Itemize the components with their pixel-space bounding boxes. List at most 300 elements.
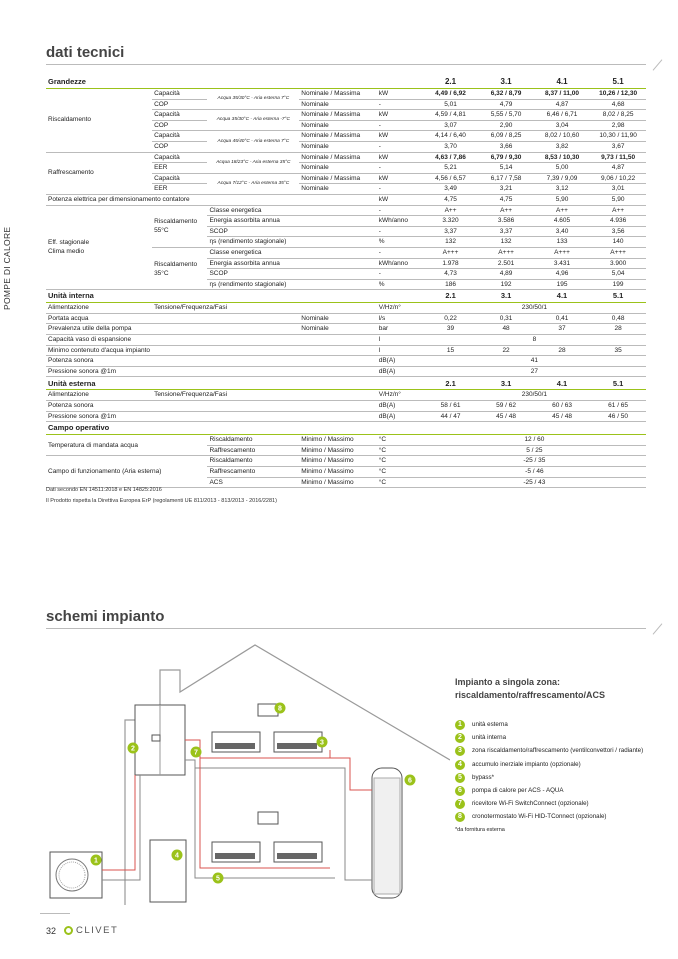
value: 3,21 bbox=[478, 184, 534, 195]
value: 6,46 / 6,71 bbox=[534, 110, 590, 121]
table-row bbox=[46, 152, 646, 163]
value: 4,87 bbox=[590, 163, 646, 174]
legend-item bbox=[455, 733, 655, 742]
value: 3,82 bbox=[534, 141, 590, 152]
value: 22 bbox=[478, 345, 534, 356]
legend-item bbox=[455, 760, 655, 769]
param-sublabel bbox=[152, 335, 299, 346]
param-label: Energia assorbita annua bbox=[207, 216, 376, 227]
svg-text:3: 3 bbox=[320, 739, 324, 747]
param-sublabel: Tensione/Frequenza/Fasi bbox=[152, 390, 377, 401]
seasonal-mode-label: Riscaldamento 55°C bbox=[152, 205, 207, 247]
value: 10,26 / 12,30 bbox=[590, 89, 646, 100]
section-header: Unità esterna bbox=[46, 377, 423, 390]
value: 2,90 bbox=[478, 120, 534, 131]
value: 12 / 60 bbox=[423, 435, 646, 446]
table-row bbox=[46, 411, 646, 422]
unit: °C bbox=[377, 477, 423, 488]
unit: - bbox=[377, 205, 423, 216]
unit: dB(A) bbox=[377, 356, 423, 367]
table-row bbox=[46, 76, 646, 89]
table-row bbox=[46, 345, 646, 356]
param-label: Capacità bbox=[152, 152, 207, 163]
value: 0,31 bbox=[478, 313, 534, 324]
value: 37 bbox=[534, 324, 590, 335]
unit: - bbox=[377, 269, 423, 280]
param-label: COP bbox=[152, 99, 207, 110]
value: 3,56 bbox=[590, 226, 646, 237]
unit: V/Hz/n° bbox=[377, 390, 423, 401]
footer-divider bbox=[40, 913, 70, 914]
table-row bbox=[46, 390, 646, 401]
value: 15 bbox=[423, 345, 479, 356]
legend-number-badge: 2 bbox=[455, 733, 465, 743]
test-condition: Acqua 18/23°C - Aria esterna 35°C bbox=[207, 152, 299, 173]
value: 230/50/1 bbox=[423, 303, 646, 314]
title-divider bbox=[46, 628, 646, 629]
model-header: 4.1 bbox=[534, 76, 590, 89]
type-label: Nominale bbox=[299, 324, 376, 335]
legend-item bbox=[455, 720, 655, 729]
value: 0,41 bbox=[534, 313, 590, 324]
value: 4.936 bbox=[590, 216, 646, 227]
table-row bbox=[46, 401, 646, 412]
value: 3,37 bbox=[478, 226, 534, 237]
param-label: Capacità bbox=[152, 89, 207, 100]
param-label: Pressione sonora @1m bbox=[46, 411, 152, 422]
svg-text:5: 5 bbox=[216, 875, 220, 883]
unit: kW bbox=[377, 194, 423, 205]
test-condition: Acqua 45/40°C - Aria esterna 7°C bbox=[207, 131, 299, 152]
value: 4,79 bbox=[478, 99, 534, 110]
type-label: Nominale bbox=[299, 184, 376, 195]
value: 4,75 bbox=[423, 194, 479, 205]
mode-label: Raffrescamento bbox=[46, 152, 152, 194]
value: 59 / 62 bbox=[478, 401, 534, 412]
unit: V/Hz/n° bbox=[377, 303, 423, 314]
legend-number-badge: 8 bbox=[455, 812, 465, 822]
seasonal-mode-label: Riscaldamento 35°C bbox=[152, 247, 207, 289]
test-condition: Acqua 35/30°C - Aria esterna 7°C bbox=[207, 89, 299, 110]
type-label: Nominale bbox=[299, 163, 376, 174]
mode-label: Riscaldamento bbox=[46, 89, 152, 153]
value: A++ bbox=[534, 205, 590, 216]
legend-number-badge: 5 bbox=[455, 773, 465, 783]
value: 3.431 bbox=[534, 258, 590, 269]
value: 4,14 / 6,40 bbox=[423, 131, 479, 142]
legend-item bbox=[455, 786, 655, 795]
seasonal-label: Eff. stagionale Clima medio bbox=[46, 205, 152, 290]
value: 3,37 bbox=[423, 226, 479, 237]
legend-number-badge: 6 bbox=[455, 786, 465, 796]
value: 3,12 bbox=[534, 184, 590, 195]
value: 3,49 bbox=[423, 184, 479, 195]
unit: °C bbox=[377, 467, 423, 478]
type-label: Nominale / Massima bbox=[299, 173, 376, 184]
legend-item bbox=[455, 812, 655, 821]
model-header: 4.1 bbox=[534, 377, 590, 390]
value: 195 bbox=[534, 279, 590, 290]
table-row bbox=[46, 89, 646, 100]
legend-item bbox=[455, 773, 655, 782]
unit: °C bbox=[377, 435, 423, 446]
value: 3,04 bbox=[534, 120, 590, 131]
table-notes bbox=[46, 485, 277, 507]
param-label: COP bbox=[152, 141, 207, 152]
param-label: Capacità vaso di espansione bbox=[46, 335, 152, 346]
value: 8,02 / 10,60 bbox=[534, 131, 590, 142]
section-header: Campo operativo bbox=[46, 422, 646, 435]
param-label: Minimo contenuto d'acqua impianto bbox=[46, 345, 152, 356]
value: A+++ bbox=[590, 247, 646, 258]
mode-label: ACS bbox=[207, 477, 299, 488]
type-label: Nominale / Massima bbox=[299, 152, 376, 163]
model-header: 2.1 bbox=[423, 377, 479, 390]
legend-item-label: unità interna bbox=[472, 734, 507, 742]
unit: dB(A) bbox=[377, 401, 423, 412]
table-row bbox=[46, 205, 646, 216]
table-row bbox=[46, 435, 646, 446]
param-label: EER bbox=[152, 163, 207, 174]
svg-text:4: 4 bbox=[175, 852, 179, 860]
value: 6,17 / 7,58 bbox=[478, 173, 534, 184]
param-label: Alimentazione bbox=[46, 303, 152, 314]
param-label: SCOP bbox=[207, 269, 376, 280]
type-label: Nominale bbox=[299, 141, 376, 152]
note-standard: Dati secondo EN 14511:2018 e EN 14825:2016 bbox=[46, 487, 162, 493]
value: 2.501 bbox=[478, 258, 534, 269]
table-row bbox=[46, 456, 646, 467]
value: 6,09 / 8,25 bbox=[478, 131, 534, 142]
type-label bbox=[299, 345, 376, 356]
fancoil-group-top bbox=[212, 704, 322, 752]
value: 4.605 bbox=[534, 216, 590, 227]
inertial-tank-icon bbox=[150, 840, 186, 902]
unit: - bbox=[377, 226, 423, 237]
section-title-scheme: schemi impianto bbox=[46, 608, 165, 625]
unit: % bbox=[377, 279, 423, 290]
param-label: Classe energetica bbox=[207, 205, 376, 216]
param-label: Portata acqua bbox=[46, 313, 152, 324]
legend-footnote: *da fornitura esterna bbox=[455, 827, 505, 834]
mode-label: Raffrescamento bbox=[207, 467, 299, 478]
brand-logo-icon bbox=[64, 926, 73, 935]
value: 3,07 bbox=[423, 120, 479, 131]
value: 133 bbox=[534, 237, 590, 248]
scheme-legend bbox=[455, 676, 655, 833]
unit: dB(A) bbox=[377, 411, 423, 422]
value: 5,55 / 5,70 bbox=[478, 110, 534, 121]
type-label: Minimo / Massimo bbox=[299, 467, 376, 478]
value: 44 / 47 bbox=[423, 411, 479, 422]
legend-item-label: zona riscaldamento/raffrescamento (ventilconvettori / radiante) bbox=[472, 747, 644, 755]
unit: kW bbox=[377, 89, 423, 100]
value: 5,90 bbox=[534, 194, 590, 205]
value: A++ bbox=[590, 205, 646, 216]
unit: kW bbox=[377, 152, 423, 163]
value: -5 / 46 bbox=[423, 467, 646, 478]
value: 8,53 / 10,30 bbox=[534, 152, 590, 163]
value: 4,73 bbox=[423, 269, 479, 280]
value: 4,63 / 7,86 bbox=[423, 152, 479, 163]
value: 3,67 bbox=[590, 141, 646, 152]
legend-item-label: ricevitore Wi-Fi SwitchConnect (opzionale) bbox=[472, 800, 589, 808]
table-row bbox=[46, 356, 646, 367]
value: 1.978 bbox=[423, 258, 479, 269]
dhw-heat-pump-icon bbox=[372, 768, 402, 898]
value: 35 bbox=[590, 345, 646, 356]
value: 5,00 bbox=[534, 163, 590, 174]
value: 199 bbox=[590, 279, 646, 290]
type-label: Nominale / Massima bbox=[299, 131, 376, 142]
type-label: Nominale / Massima bbox=[299, 89, 376, 100]
unit: °C bbox=[377, 445, 423, 456]
type-label bbox=[299, 356, 376, 367]
value: 9,73 / 11,50 bbox=[590, 152, 646, 163]
value: A+++ bbox=[423, 247, 479, 258]
model-header: 2.1 bbox=[423, 76, 479, 89]
param-label: Alimentazione bbox=[46, 390, 152, 401]
value: 28 bbox=[534, 345, 590, 356]
unit: % bbox=[377, 237, 423, 248]
value: 3,70 bbox=[423, 141, 479, 152]
value: 5 / 25 bbox=[423, 445, 646, 456]
legend-item-label: unità esterna bbox=[472, 721, 508, 728]
value: 10,30 / 11,90 bbox=[590, 131, 646, 142]
value: 8 bbox=[423, 335, 646, 346]
value: 4,87 bbox=[534, 99, 590, 110]
param-sublabel bbox=[152, 366, 299, 377]
mode-label: Raffrescamento bbox=[207, 445, 299, 456]
legend-item bbox=[455, 799, 655, 808]
value: 186 bbox=[423, 279, 479, 290]
unit: dB(A) bbox=[377, 366, 423, 377]
value: 230/50/1 bbox=[423, 390, 646, 401]
operating-group-label: Temperatura di mandata acqua bbox=[46, 435, 207, 456]
page-number: 32 bbox=[46, 926, 57, 936]
param-label: Pressione sonora @1m bbox=[46, 366, 152, 377]
value: 132 bbox=[478, 237, 534, 248]
param-sublabel bbox=[152, 313, 299, 324]
unit: kW bbox=[377, 131, 423, 142]
type-label: Minimo / Massimo bbox=[299, 435, 376, 446]
type-label: Nominale bbox=[299, 99, 376, 110]
param-label: Capacità bbox=[152, 173, 207, 184]
value: 3.586 bbox=[478, 216, 534, 227]
param-label: ηs (rendimento stagionale) bbox=[207, 237, 376, 248]
legend-number-badge: 4 bbox=[455, 760, 465, 770]
model-header: 5.1 bbox=[590, 290, 646, 303]
table-row bbox=[46, 313, 646, 324]
value: 4,96 bbox=[534, 269, 590, 280]
value: 5,14 bbox=[478, 163, 534, 174]
param-sublabel bbox=[152, 411, 377, 422]
value: A+++ bbox=[478, 247, 534, 258]
model-header: 3.1 bbox=[478, 290, 534, 303]
type-label bbox=[299, 366, 376, 377]
unit: kWh/anno bbox=[377, 258, 423, 269]
value: 6,79 / 9,30 bbox=[478, 152, 534, 163]
param-sublabel bbox=[152, 324, 299, 335]
model-header: 4.1 bbox=[534, 290, 590, 303]
value: 9,06 / 10,22 bbox=[590, 173, 646, 184]
unit: - bbox=[377, 247, 423, 258]
param-label: Potenza sonora bbox=[46, 356, 152, 367]
param-label: Classe energetica bbox=[207, 247, 376, 258]
table-row bbox=[46, 303, 646, 314]
sizes-header: Grandezze bbox=[46, 76, 423, 89]
unit: l/s bbox=[377, 313, 423, 324]
svg-text:7: 7 bbox=[194, 749, 198, 757]
value: 132 bbox=[423, 237, 479, 248]
side-category-label: POMPE DI CALORE bbox=[2, 226, 12, 310]
operating-group-label: Campo di funzionamento (Aria esterna) bbox=[46, 456, 207, 488]
param-label: Energia assorbita annua bbox=[207, 258, 376, 269]
indoor-unit-icon bbox=[135, 705, 185, 775]
value: 45 / 48 bbox=[534, 411, 590, 422]
note-erp: Il Prodotto rispetta la Direttiva Europea ErP (regolamenti UE 811/2013 - 813/2013 - 2016/2281) bbox=[46, 498, 277, 504]
legend-item-label: cronotermostato Wi-Fi HID-TConnect (opzionale) bbox=[472, 813, 607, 821]
legend-item-label: pompa di calore per ACS - AQUA bbox=[472, 786, 564, 794]
value: 45 / 48 bbox=[478, 411, 534, 422]
legend-item-label: accumulo inerziale impianto (opzionale) bbox=[472, 760, 581, 768]
value: 4,68 bbox=[590, 99, 646, 110]
value: 8,02 / 8,25 bbox=[590, 110, 646, 121]
value: 3,01 bbox=[590, 184, 646, 195]
value: 2,98 bbox=[590, 120, 646, 131]
test-condition: Acqua 35/30°C - Aria esterna -7°C bbox=[207, 110, 299, 131]
unit: °C bbox=[377, 456, 423, 467]
value: 5,04 bbox=[590, 269, 646, 280]
value: 8,37 / 11,00 bbox=[534, 89, 590, 100]
type-label: Minimo / Massimo bbox=[299, 477, 376, 488]
svg-text:6: 6 bbox=[408, 777, 412, 785]
mode-label: Riscaldamento bbox=[207, 435, 299, 446]
mode-label: Riscaldamento bbox=[207, 456, 299, 467]
value: 48 bbox=[478, 324, 534, 335]
table-row bbox=[46, 335, 646, 346]
value: A++ bbox=[423, 205, 479, 216]
table-row bbox=[46, 377, 646, 390]
type-label: Minimo / Massimo bbox=[299, 445, 376, 456]
value: 28 bbox=[590, 324, 646, 335]
legend-item-label: bypass* bbox=[472, 773, 495, 781]
value: 60 / 63 bbox=[534, 401, 590, 412]
value: 4,56 / 6,57 bbox=[423, 173, 479, 184]
type-label: Minimo / Massimo bbox=[299, 456, 376, 467]
value: 41 bbox=[423, 356, 646, 367]
value: 5,21 bbox=[423, 163, 479, 174]
value: 58 / 61 bbox=[423, 401, 479, 412]
type-label bbox=[299, 335, 376, 346]
svg-text:2: 2 bbox=[131, 745, 135, 753]
model-header: 5.1 bbox=[590, 377, 646, 390]
value: 5,90 bbox=[590, 194, 646, 205]
type-label: Nominale / Massima bbox=[299, 110, 376, 121]
system-scheme-diagram bbox=[30, 640, 450, 910]
model-header: 3.1 bbox=[478, 377, 534, 390]
legend-item bbox=[455, 746, 655, 755]
svg-text:1: 1 bbox=[94, 857, 98, 865]
param-label: COP bbox=[152, 120, 207, 131]
value: 3,66 bbox=[478, 141, 534, 152]
test-condition: Acqua 7/12°C - Aria esterna 35°C bbox=[207, 173, 299, 194]
param-label: EER bbox=[152, 184, 207, 195]
table-row bbox=[46, 324, 646, 335]
fancoil-group-bottom bbox=[212, 812, 322, 862]
value: 46 / 50 bbox=[590, 411, 646, 422]
unit: l bbox=[377, 335, 423, 346]
type-label: Nominale bbox=[299, 313, 376, 324]
param-label: Prevalenza utile della pompa bbox=[46, 324, 152, 335]
unit: - bbox=[377, 163, 423, 174]
legend-number-badge: 3 bbox=[455, 746, 465, 756]
unit: - bbox=[377, 184, 423, 195]
unit: l bbox=[377, 345, 423, 356]
value: 4,75 bbox=[478, 194, 534, 205]
title-divider bbox=[46, 64, 646, 65]
param-sublabel bbox=[152, 345, 299, 356]
value: 0,48 bbox=[590, 313, 646, 324]
value: 6,32 / 8,79 bbox=[478, 89, 534, 100]
model-header: 3.1 bbox=[478, 76, 534, 89]
value: -25 / 43 bbox=[423, 477, 646, 488]
param-sublabel bbox=[152, 356, 299, 367]
value: A++ bbox=[478, 205, 534, 216]
type-label bbox=[299, 303, 376, 314]
table-row bbox=[46, 422, 646, 435]
unit: kW bbox=[377, 173, 423, 184]
table-row bbox=[46, 194, 646, 205]
param-label: Capacità bbox=[152, 110, 207, 121]
technical-data-table bbox=[46, 76, 646, 488]
value: 4,49 / 6,92 bbox=[423, 89, 479, 100]
param-label: ηs (rendimento stagionale) bbox=[207, 279, 376, 290]
value: A+++ bbox=[534, 247, 590, 258]
value: 3.320 bbox=[423, 216, 479, 227]
legend-number-badge: 7 bbox=[455, 799, 465, 809]
param-label: SCOP bbox=[207, 226, 376, 237]
param-label: Potenza sonora bbox=[46, 401, 152, 412]
legend-number-badge: 1 bbox=[455, 720, 465, 730]
unit: - bbox=[377, 141, 423, 152]
unit: - bbox=[377, 120, 423, 131]
svg-text:8: 8 bbox=[278, 705, 282, 713]
value: 3,40 bbox=[534, 226, 590, 237]
param-sublabel bbox=[152, 401, 377, 412]
table-row bbox=[46, 290, 646, 303]
type-label: Nominale bbox=[299, 120, 376, 131]
value: 39 bbox=[423, 324, 479, 335]
value: 140 bbox=[590, 237, 646, 248]
unit: kW bbox=[377, 110, 423, 121]
legend-title: Impianto a singola zona: riscaldamento/raffrescamento/ACS bbox=[455, 677, 606, 700]
param-sublabel: Tensione/Frequenza/Fasi bbox=[152, 303, 299, 314]
param-label: Capacità bbox=[152, 131, 207, 142]
unit: bar bbox=[377, 324, 423, 335]
value: 4,59 / 4,81 bbox=[423, 110, 479, 121]
value: 3.900 bbox=[590, 258, 646, 269]
value: 27 bbox=[423, 366, 646, 377]
model-header: 5.1 bbox=[590, 76, 646, 89]
section-header: Unità interna bbox=[46, 290, 423, 303]
param-label: Potenza elettrica per dimensionamento contatore bbox=[46, 194, 377, 205]
unit: kWh/anno bbox=[377, 216, 423, 227]
value: 4,89 bbox=[478, 269, 534, 280]
value: 192 bbox=[478, 279, 534, 290]
table-row bbox=[46, 366, 646, 377]
value: 0,22 bbox=[423, 313, 479, 324]
